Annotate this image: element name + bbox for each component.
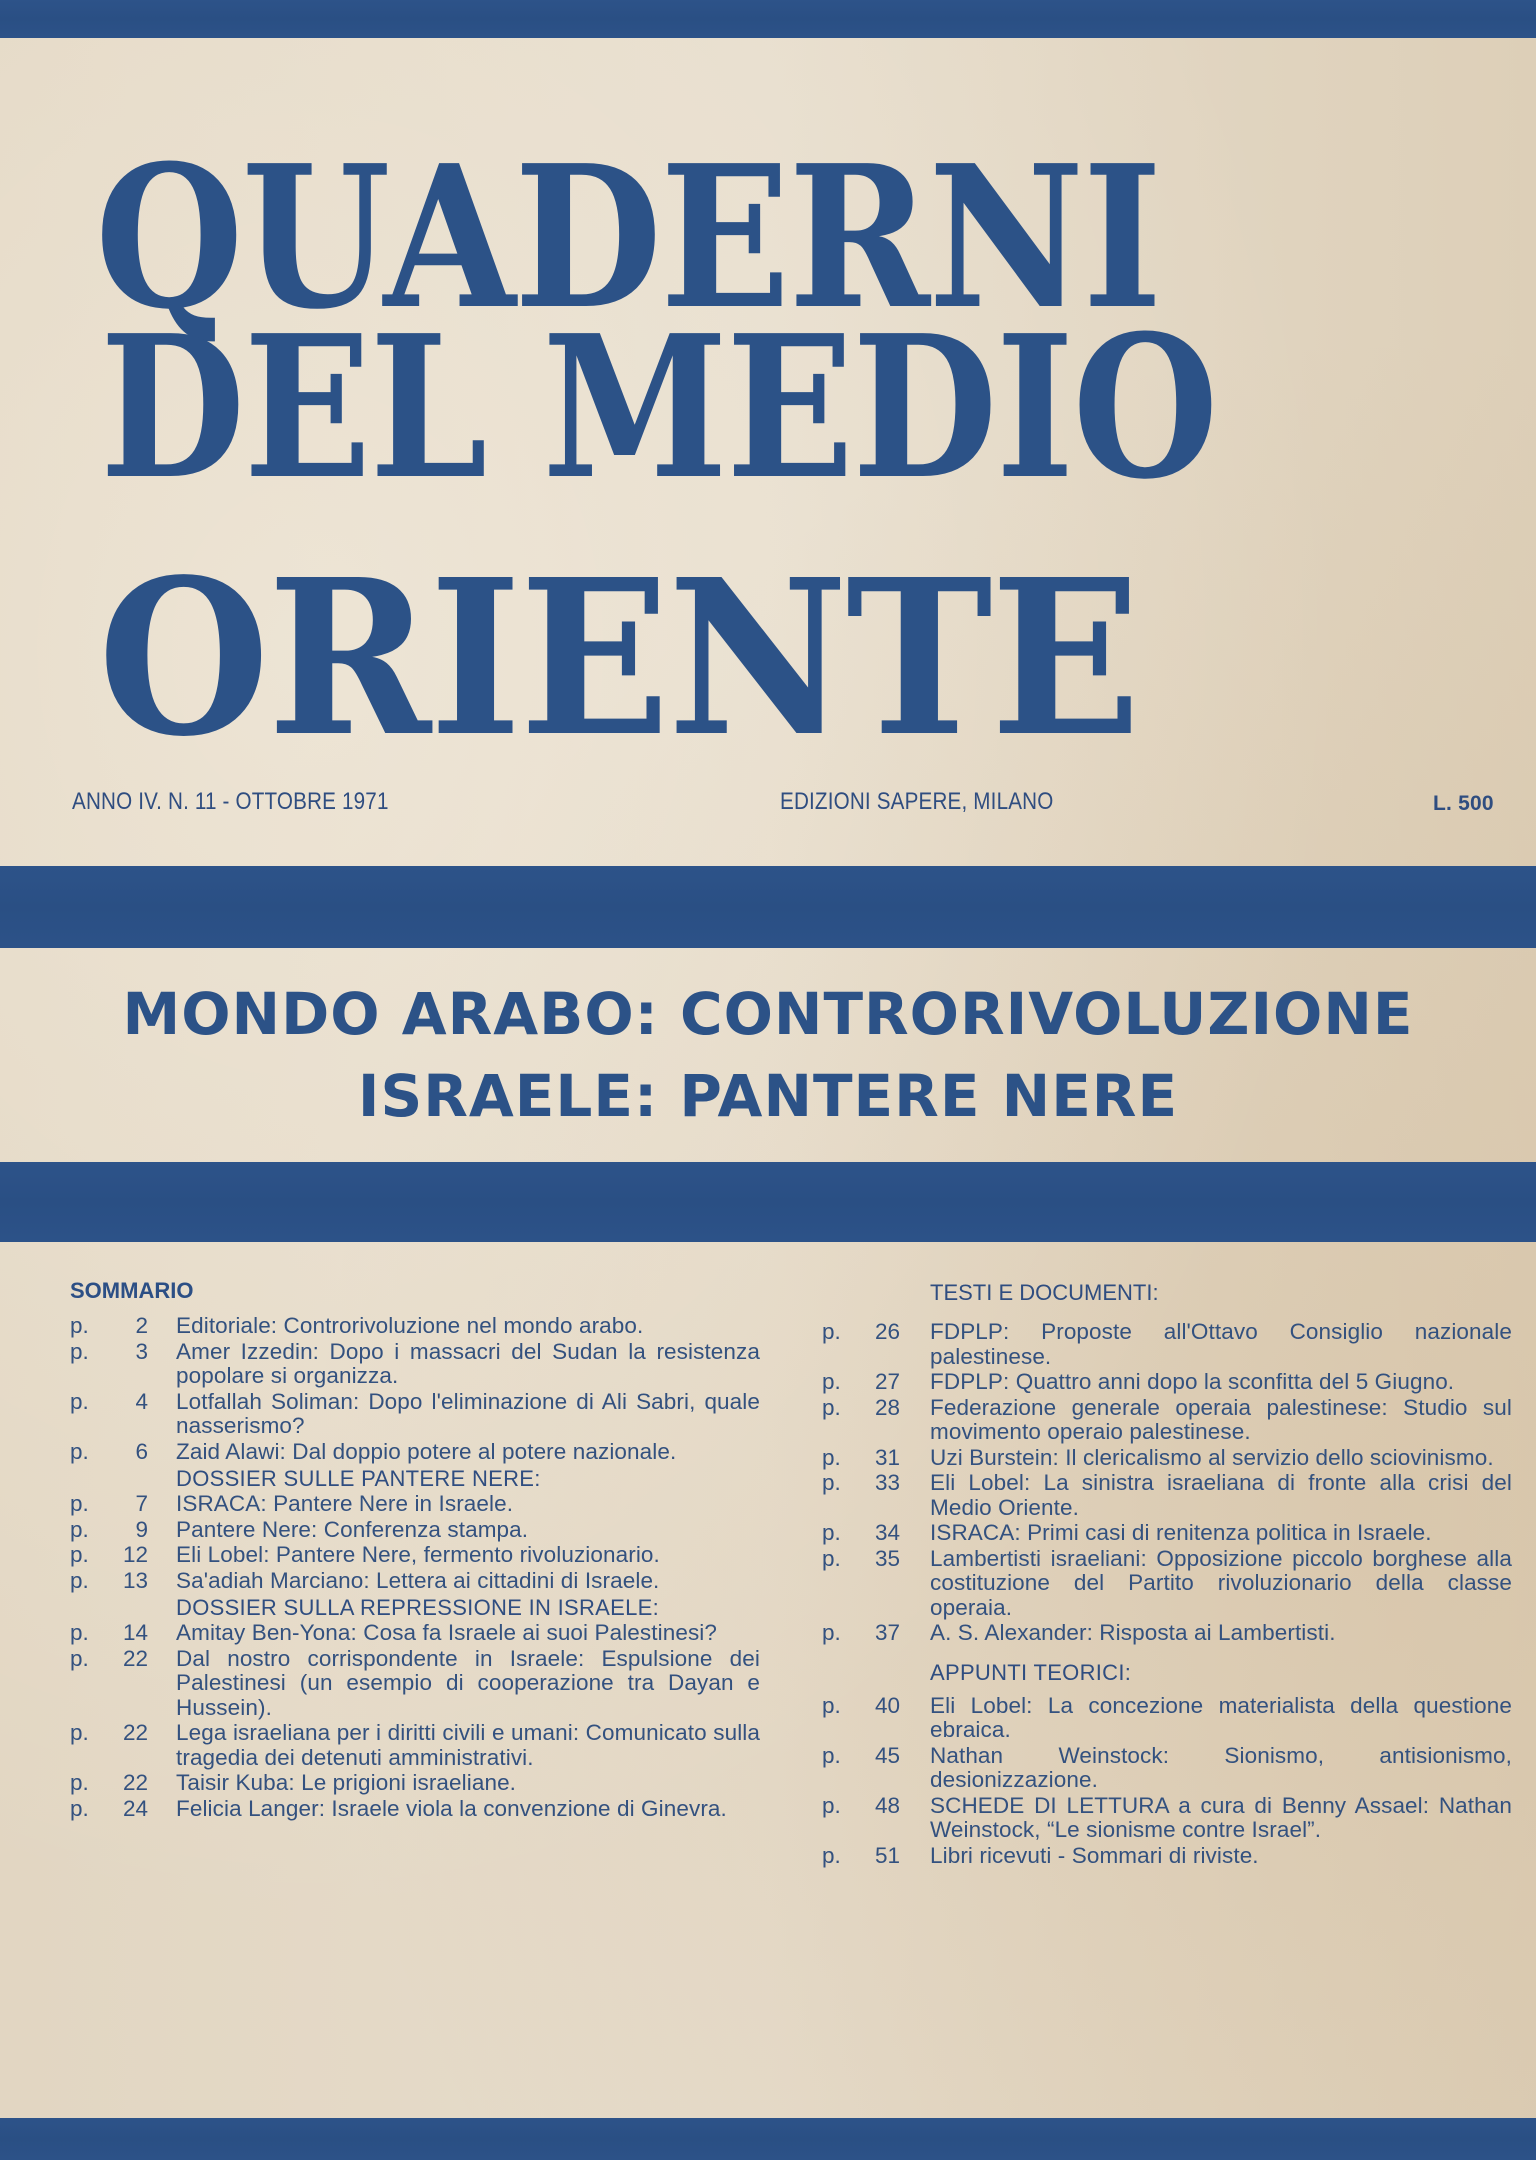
page-prefix: p. (822, 1842, 841, 1868)
page-number: 34 (874, 1520, 900, 1545)
toc-entry[interactable] (822, 1320, 1512, 1369)
page-prefix: p. (822, 1692, 841, 1718)
masthead-title-line-2: DEL MEDIO (100, 293, 1217, 523)
toc-right-column (822, 1270, 1512, 1868)
headline-top-band (0, 866, 1536, 948)
toc-entry[interactable] (70, 1314, 760, 1339)
toc-entry[interactable] (70, 1390, 760, 1439)
price: L. 500 (1433, 792, 1494, 815)
entry-title: ISRACA: Pantere Nere in Israele. (176, 1491, 514, 1516)
toc-entry[interactable] (70, 1569, 760, 1594)
toc-left-column (70, 1270, 760, 1821)
toc-entry[interactable] (70, 1721, 760, 1770)
page-prefix: p. (70, 1720, 89, 1745)
toc-section-heading: DOSSIER SULLA REPRESSIONE IN ISRAELE: (176, 1595, 660, 1620)
masthead-title-line-3: ORIENTE (98, 533, 1139, 784)
toc-entry[interactable] (822, 1471, 1512, 1520)
toc-entry[interactable] (70, 1797, 760, 1822)
toc-entry[interactable] (822, 1446, 1512, 1471)
toc-entry[interactable] (822, 1694, 1512, 1743)
toc-entry[interactable] (70, 1518, 760, 1543)
entry-title: Sa'adiah Marciano: Lettera ai cittadini di Israele. (176, 1567, 660, 1593)
page-number: 22 (122, 1770, 148, 1795)
page-prefix: p. (822, 1620, 841, 1645)
page-number: 6 (135, 1438, 148, 1464)
page-number: 40 (874, 1692, 900, 1718)
page-prefix: p. (822, 1394, 841, 1420)
page-number: 3 (135, 1338, 148, 1364)
toc-title: SOMMARIO (70, 1278, 194, 1303)
page-number: 2 (135, 1313, 148, 1338)
page-number: 13 (122, 1567, 148, 1593)
entry-title: Felicia Langer: Israele viola la convenzione di Ginevra. (176, 1795, 727, 1821)
page-prefix: p. (70, 1388, 89, 1414)
page-number: 14 (122, 1620, 148, 1645)
entry-title: ISRACA: Primi casi di renitenza politica in Israele. (930, 1520, 1432, 1545)
page-number: 51 (874, 1842, 900, 1868)
toc-entry[interactable] (70, 1492, 760, 1517)
toc-entry[interactable] (822, 1396, 1512, 1445)
page-prefix: p. (70, 1620, 89, 1645)
page-number: 35 (874, 1545, 900, 1571)
entry-title: Lambertisti israeliani: Opposizione piccolo borghese alla costituzione del Partito rivoluzionario della classe operaia. (930, 1545, 1512, 1620)
page-prefix: p. (70, 1491, 89, 1516)
entry-title: Dal nostro corrispondente in Israele: Espulsione dei Palestinesi (un esempio di cooperazione tra Dayan e Hussein). (176, 1645, 760, 1720)
bottom-color-band (0, 2118, 1536, 2160)
entry-title: Zaid Alawi: Dal doppio potere al potere nazionale. (176, 1438, 677, 1464)
entry-title: Pantere Nere: Conferenza stampa. (176, 1516, 529, 1542)
entry-title: Libri ricevuti - Sommari di riviste. (930, 1842, 1259, 1868)
headline-line-1: MONDO ARABO: CONTRORIVOLUZIONE (122, 980, 1414, 1048)
page-number: 26 (874, 1319, 900, 1344)
entry-title: Federazione generale operaia palestinese: Studio sul movimento operaio palestinese. (930, 1394, 1512, 1444)
page-prefix: p. (822, 1792, 841, 1818)
page-prefix: p. (70, 1313, 89, 1338)
entry-title: Eli Lobel: La concezione materialista della questione ebraica. (930, 1692, 1512, 1742)
entry-title: FDPLP: Proposte all'Ottavo Consiglio nazionale palestinese. (930, 1319, 1512, 1369)
page-prefix: p. (822, 1369, 841, 1394)
page-prefix: p. (822, 1470, 841, 1495)
page-prefix: p. (70, 1516, 89, 1542)
toc-entry[interactable] (70, 1771, 760, 1796)
top-color-band (0, 0, 1536, 38)
page-number: 27 (874, 1369, 900, 1394)
entry-title: SCHEDE DI LETTURA a cura di Benny Assael: Nathan Weinstock, “Le sionisme contre Israel”. (930, 1792, 1512, 1842)
page-number: 48 (874, 1792, 900, 1818)
toc-section-heading: APPUNTI TEORICI: (930, 1659, 1132, 1685)
entry-title: Eli Lobel: Pantere Nere, fermento rivoluzionario. (176, 1542, 660, 1567)
page-number: 7 (135, 1491, 148, 1516)
page-number: 28 (874, 1394, 900, 1420)
page-prefix: p. (70, 1567, 89, 1593)
toc-entry[interactable] (70, 1621, 760, 1646)
toc-entry[interactable] (822, 1744, 1512, 1793)
page-number: 33 (874, 1470, 900, 1495)
toc-entry[interactable] (70, 1440, 760, 1465)
page-prefix: p. (822, 1444, 841, 1470)
page-prefix: p. (822, 1520, 841, 1545)
page-number: 4 (135, 1388, 148, 1414)
page-prefix: p. (70, 1438, 89, 1464)
page-prefix: p. (70, 1795, 89, 1821)
page-prefix: p. (70, 1645, 89, 1671)
toc-section-heading: DOSSIER SULLE PANTERE NERE: (176, 1466, 541, 1491)
page-prefix: p. (822, 1742, 841, 1768)
entry-title: Amer Izzedin: Dopo i massacri del Sudan la resistenza popolare si organizza. (176, 1338, 760, 1388)
entry-title: Lega israeliana per i diritti civili e umani: Comunicato sulla tragedia dei detenuti amministrativi. (176, 1720, 760, 1770)
page-prefix: p. (822, 1545, 841, 1571)
page-number: 9 (135, 1516, 148, 1542)
page-number: 22 (122, 1720, 148, 1745)
toc-entry[interactable] (822, 1370, 1512, 1395)
entry-title: Lotfallah Soliman: Dopo l'eliminazione di Ali Sabri, quale nasserismo? (176, 1388, 760, 1438)
page-number: 37 (874, 1620, 900, 1645)
entry-title: Uzi Burstein: Il clericalismo al servizio dello sciovinismo. (930, 1444, 1494, 1470)
page-number: 31 (874, 1444, 900, 1470)
page-number: 22 (122, 1645, 148, 1671)
page-prefix: p. (70, 1770, 89, 1795)
masthead-title-line-1: QUADERNI (95, 123, 1161, 353)
page-prefix: p. (70, 1338, 89, 1364)
publisher: EDIZIONI SAPERE, MILANO (780, 788, 1054, 815)
entry-title: Amitay Ben-Yona: Cosa fa Israele ai suoi Palestinesi? (176, 1620, 718, 1645)
toc-entry[interactable] (822, 1547, 1512, 1621)
toc-section-heading: TESTI E DOCUMENTI: (930, 1280, 1159, 1305)
page-number: 24 (122, 1795, 148, 1821)
page-number: 12 (122, 1542, 148, 1567)
toc-entry[interactable] (822, 1794, 1512, 1843)
page-number: 45 (874, 1742, 900, 1768)
entry-title: FDPLP: Quattro anni dopo la sconfitta del 5 Giugno. (930, 1369, 1455, 1394)
toc-entry[interactable] (822, 1621, 1512, 1646)
toc-entry[interactable] (822, 1844, 1512, 1869)
headline-line-2: ISRAELE: PANTERE NERE (357, 1062, 1179, 1130)
entry-title: Nathan Weinstock: Sionismo, antisionismo, desionizzazione. (930, 1742, 1512, 1792)
headline-bottom-band (0, 1162, 1536, 1242)
entry-title: Taisir Kuba: Le prigioni israeliane. (176, 1770, 517, 1795)
entry-title: A. S. Alexander: Risposta ai Lambertisti. (930, 1620, 1336, 1645)
toc-entry[interactable] (70, 1647, 760, 1721)
toc-entry[interactable] (70, 1543, 760, 1568)
toc-entry[interactable] (70, 1340, 760, 1389)
issue-info: ANNO IV. N. 11 - OTTOBRE 1971 (72, 788, 389, 815)
page-prefix: p. (822, 1319, 841, 1344)
entry-title: Eli Lobel: La sinistra israeliana di fronte alla crisi del Medio Oriente. (930, 1470, 1512, 1520)
toc-entry[interactable] (822, 1521, 1512, 1546)
entry-title: Editoriale: Controrivoluzione nel mondo arabo. (176, 1313, 644, 1338)
page-prefix: p. (70, 1542, 89, 1567)
